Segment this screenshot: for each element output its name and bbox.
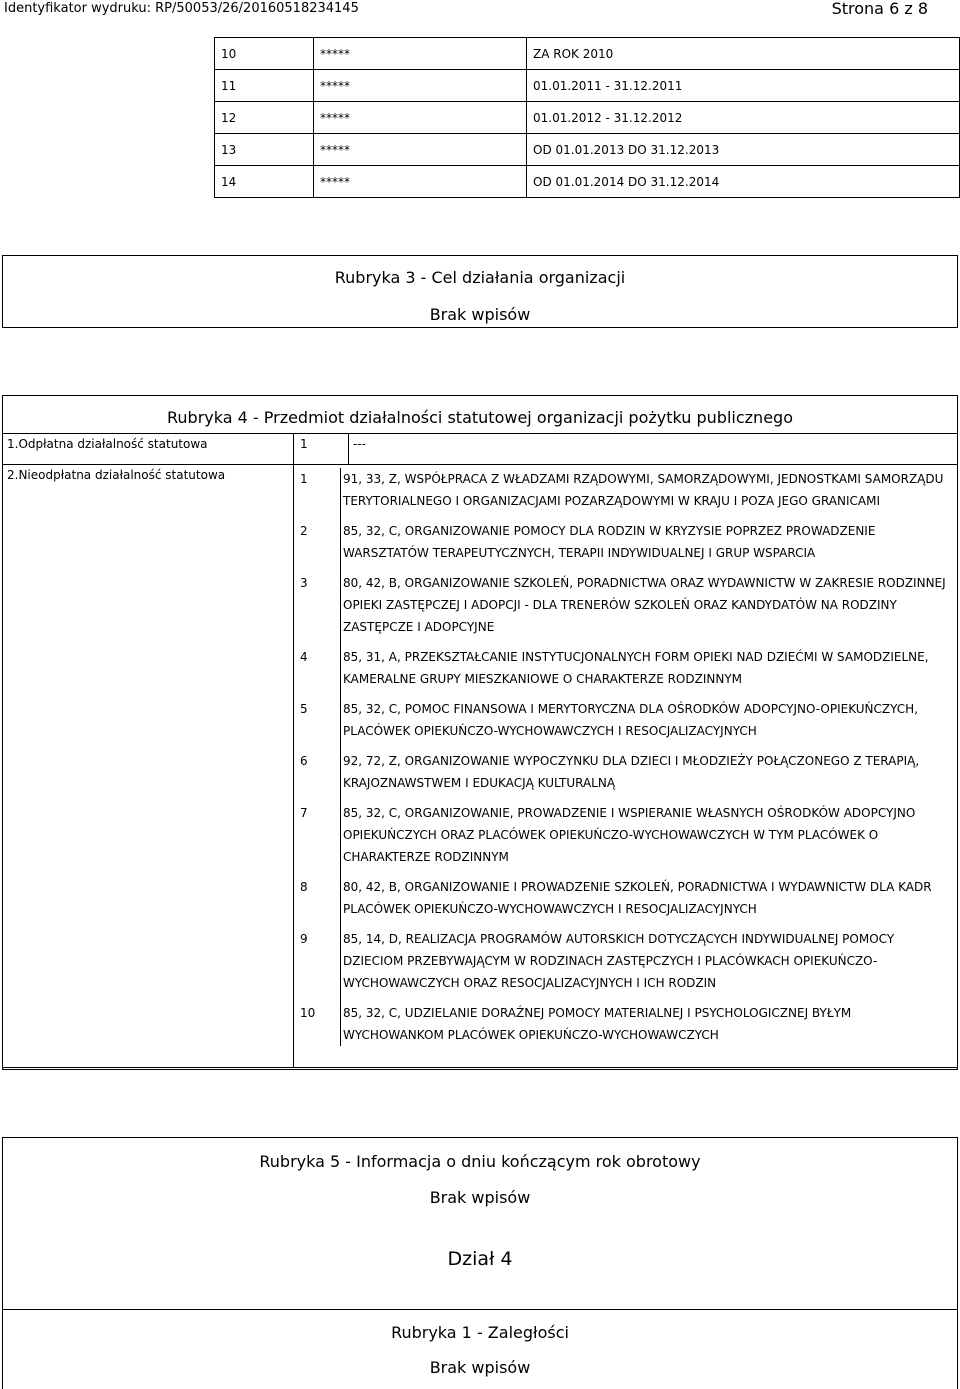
row-number: 10 xyxy=(215,38,314,70)
activity-item-text: 80, 42, B, ORGANIZOWANIE SZKOLEŃ, PORADNICTWA ORAZ WYDAWNICTW W ZAKRESIE RODZINNEJ OPIEKI ZASTĘPCZEJ I ADOPCJI - DLA TRENERÓW SZKOLEŃ ORAZ KANDYDATÓW NA RODZINY ZASTĘPCZE I ADOPCYJNE xyxy=(340,564,957,638)
dates-table-row xyxy=(215,102,960,134)
activity-item xyxy=(294,794,957,868)
period-value: ZA ROK 2010 xyxy=(527,38,960,70)
unpaid-activity-label: 2.Nieodpłatna działalność statutowa xyxy=(3,465,294,1068)
activity-item-text: 85, 32, C, ORGANIZOWANIE, PROWADZENIE I WSPIERANIE WŁASNYCH OŚRODKÓW ADOPCYJNO OPIEKUŃCZYCH ORAZ PLACÓWEK OPIEKUŃCZO-WYCHOWAWCZYCH W TYM PLACÓWEK O CHARAKTERZE RODZINNYM xyxy=(340,794,957,868)
activity-item-number: 4 xyxy=(300,650,308,664)
dates-table-row xyxy=(215,134,960,166)
paid-activity-row xyxy=(3,434,958,465)
activity-item-text: 85, 32, C, POMOC FINANSOWA I MERYTORYCZNA DLA OŚRODKÓW ADOPCYJNO-OPIEKUŃCZYCH, PLACÓWEK OPIEKUŃCZO-WYCHOWAWCZYCH I RESOCJALIZACYJNYCH xyxy=(340,690,957,742)
period-value: OD 01.01.2014 DO 31.12.2014 xyxy=(527,166,960,198)
activity-item xyxy=(294,742,957,794)
unpaid-activity-row xyxy=(3,465,958,1068)
activity-item xyxy=(294,690,957,742)
rubryka5-title: Rubryka 5 - Informacja o dniu kończącym rok obrotowy xyxy=(259,1152,701,1171)
print-identifier: Identyfikator wydruku: RP/50053/26/20160518234145 xyxy=(4,1,359,16)
unpaid-activity-list xyxy=(294,468,957,1046)
activity-item-number: 5 xyxy=(300,702,308,716)
paid-activity-value: --- xyxy=(349,434,958,465)
page-number: Strona 6 z 8 xyxy=(831,0,928,18)
rubryka4-title: Rubryka 4 - Przedmiot działalności statutowej organizacji pożytku publicznego xyxy=(167,408,793,427)
row-number: 14 xyxy=(215,166,314,198)
masked-value: ***** xyxy=(314,70,527,102)
activity-item-text: 85, 32, C, ORGANIZOWANIE POMOCY DLA RODZIN W KRYZYSIE POPRZEZ PROWADZENIE WARSZTATÓW TERAPEUTYCZNYCH, TERAPII INDYWIDUALNEJ I GRUP WSPARCIA xyxy=(340,512,957,564)
activity-item-number: 3 xyxy=(300,576,308,590)
dates-table-row xyxy=(215,38,960,70)
activity-item-number: 10 xyxy=(300,1006,316,1020)
masked-value: ***** xyxy=(314,134,527,166)
dates-table-row xyxy=(215,70,960,102)
rubryka4-box xyxy=(2,395,958,1070)
activity-item xyxy=(294,512,957,564)
activity-item-text: 91, 33, Z, WSPÓŁPRACA Z WŁADZAMI RZĄDOWYMI, SAMORZĄDOWYMI, JEDNOSTKAMI SAMORZĄDU TERYTORIALNEGO I ORGANIZACJAMI POZARZĄDOWYMI W KRAJU I POZA JEGO GRANICAMI xyxy=(340,468,957,512)
activity-item xyxy=(294,564,957,638)
activity-item-number: 6 xyxy=(300,754,308,768)
period-value: 01.01.2012 - 31.12.2012 xyxy=(527,102,960,134)
rubryka1-empty: Brak wpisów xyxy=(429,1358,531,1377)
row-number: 13 xyxy=(215,134,314,166)
print-header xyxy=(0,0,960,20)
dates-table xyxy=(214,37,960,198)
activity-item-number: 2 xyxy=(300,524,308,538)
activity-item xyxy=(294,468,957,512)
masked-value: ***** xyxy=(314,102,527,134)
rubryka4-table xyxy=(2,433,958,1068)
period-value: OD 01.01.2013 DO 31.12.2013 xyxy=(527,134,960,166)
rubryka3-title: Rubryka 3 - Cel działania organizacji xyxy=(334,268,626,287)
rubryka3-box xyxy=(2,255,958,328)
unpaid-activity-list-cell xyxy=(294,465,958,1068)
activity-item-number: 8 xyxy=(300,880,308,894)
dates-table-row xyxy=(215,166,960,198)
activity-item-text: 85, 32, C, UDZIELANIE DORAŹNEJ POMOCY MATERIALNEJ I PSYCHOLOGICZNEJ BYŁYM WYCHOWANKOM PLACÓWEK OPIEKUŃCZO-WYCHOWAWCZYCH xyxy=(340,994,957,1046)
rubryka1-box xyxy=(2,1309,958,1389)
activity-item xyxy=(294,638,957,690)
rubryka3-empty: Brak wpisów xyxy=(429,305,531,324)
activity-item-number: 1 xyxy=(300,472,308,486)
masked-value: ***** xyxy=(314,166,527,198)
activity-item-text: 85, 14, D, REALIZACJA PROGRAMÓW AUTORSKICH DOTYCZĄCYCH INDYWIDUALNEJ POMOCY DZIECIOM PRZEBYWAJĄCYM W RODZINACH ZASTĘPCZYCH I PLACÓWKACH OPIEKUŃCZO-WYCHOWAWCZYCH ORAZ RESOCJALIZACYJNYCH I ICH RODZIN xyxy=(340,920,957,994)
dzial4-title: Dział 4 xyxy=(447,1248,513,1270)
rubryka5-empty: Brak wpisów xyxy=(429,1188,531,1207)
masked-value: ***** xyxy=(314,38,527,70)
paid-activity-no: 1 xyxy=(294,434,349,465)
activity-item xyxy=(294,920,957,994)
period-value: 01.01.2011 - 31.12.2011 xyxy=(527,70,960,102)
activity-item xyxy=(294,868,957,920)
activity-item xyxy=(294,994,957,1046)
activity-item-text: 92, 72, Z, ORGANIZOWANIE WYPOCZYNKU DLA DZIECI I MŁODZIEŻY POŁĄCZONEGO Z TERAPIĄ, KRAJOZNAWSTWEM I EDUKACJĄ KULTURALNĄ xyxy=(340,742,957,794)
row-number: 11 xyxy=(215,70,314,102)
activity-item-number: 7 xyxy=(300,806,308,820)
activity-item-text: 80, 42, B, ORGANIZOWANIE I PROWADZENIE SZKOLEŃ, PORADNICTWA I WYDAWNICTW DLA KADR PLACÓWEK OPIEKUŃCZO-WYCHOWAWCZYCH I RESOCJALIZACYJNYCH xyxy=(340,868,957,920)
row-number: 12 xyxy=(215,102,314,134)
activity-item-number: 9 xyxy=(300,932,308,946)
paid-activity-label: 1.Odpłatna działalność statutowa xyxy=(3,434,294,465)
rubryka1-title: Rubryka 1 - Zaległości xyxy=(391,1323,569,1342)
activity-item-text: 85, 31, A, PRZEKSZTAŁCANIE INSTYTUCJONALNYCH FORM OPIEKI NAD DZIEĆMI W SAMODZIELNE, KAMERALNE GRUPY MIESZKANIOWE O CHARAKTERZE RODZINNYM xyxy=(340,638,957,690)
